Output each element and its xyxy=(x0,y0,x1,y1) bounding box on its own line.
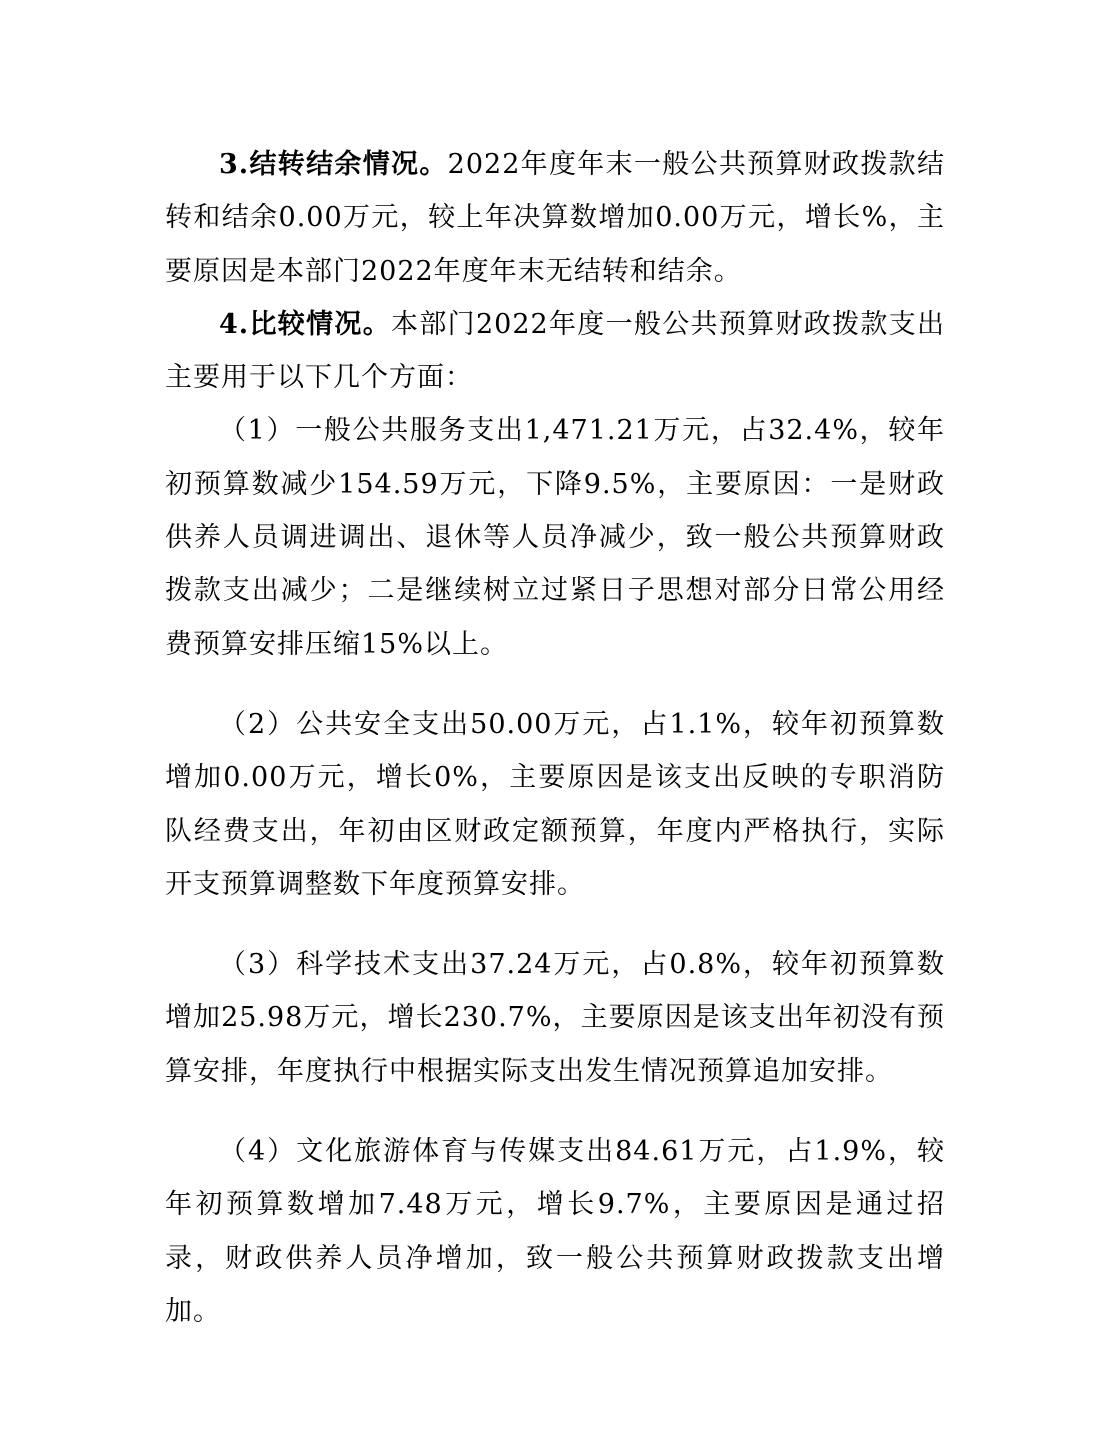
paragraph-culture-tourism-sports-media xyxy=(165,1125,945,1338)
paragraph-text: （1）一般公共服务支出1,471.21万元，占32.4%，较年初预算数减少154.59万元，下降9.5%，主要原因：一是财政供养人员调进调出、退休等人员净减少，致一般公共预算财政拨款支出减少；二是继续树立过紧日子思想对部分日常公用经费预算安排压缩15%以上。 xyxy=(165,415,945,660)
document-page xyxy=(165,138,945,1338)
section-heading: 3.结转结余情况。 xyxy=(219,149,448,180)
paragraph-general-public-services xyxy=(165,404,945,670)
paragraph-text: （3）科学技术支出37.24万元，占0.8%，较年初预算数增加25.98万元，增长230.7%，主要原因是该支出年初没有预算安排，年度执行中根据实际支出发生情况预算追加安排。 xyxy=(165,949,945,1087)
paragraph-carryover-balance xyxy=(165,138,945,298)
paragraph-text: （4）文化旅游体育与传媒支出84.61万元，占1.9%，较年初预算数增加7.48万元，增长9.7%，主要原因是通过招录，财政供养人员净增加，致一般公共预算财政拨款支出增加。 xyxy=(165,1136,945,1327)
paragraph-text: 2022年度年末一般公共预算财政拨款结转和结余0.00万元，较上年决算数增加0.00万元，增长%，主要原因是本部门2022年度年末无结转和结余。 xyxy=(165,149,945,287)
paragraph-text: （2）公共安全支出50.00万元，占1.1%，较年初预算数增加0.00万元，增长0%，主要原因是该支出反映的专职消防队经费支出，年初由区财政定额预算，年度内严格执行，实际开支预算调整数下年度预算安排。 xyxy=(165,708,945,900)
paragraph-text: 本部门2022年度一般公共预算财政拨款支出主要用于以下几个方面： xyxy=(165,308,946,394)
section-heading: 4.比较情况。 xyxy=(219,308,392,340)
paragraph-public-security xyxy=(165,698,945,911)
paragraph-science-technology xyxy=(165,938,945,1098)
paragraph-comparison xyxy=(165,298,945,405)
